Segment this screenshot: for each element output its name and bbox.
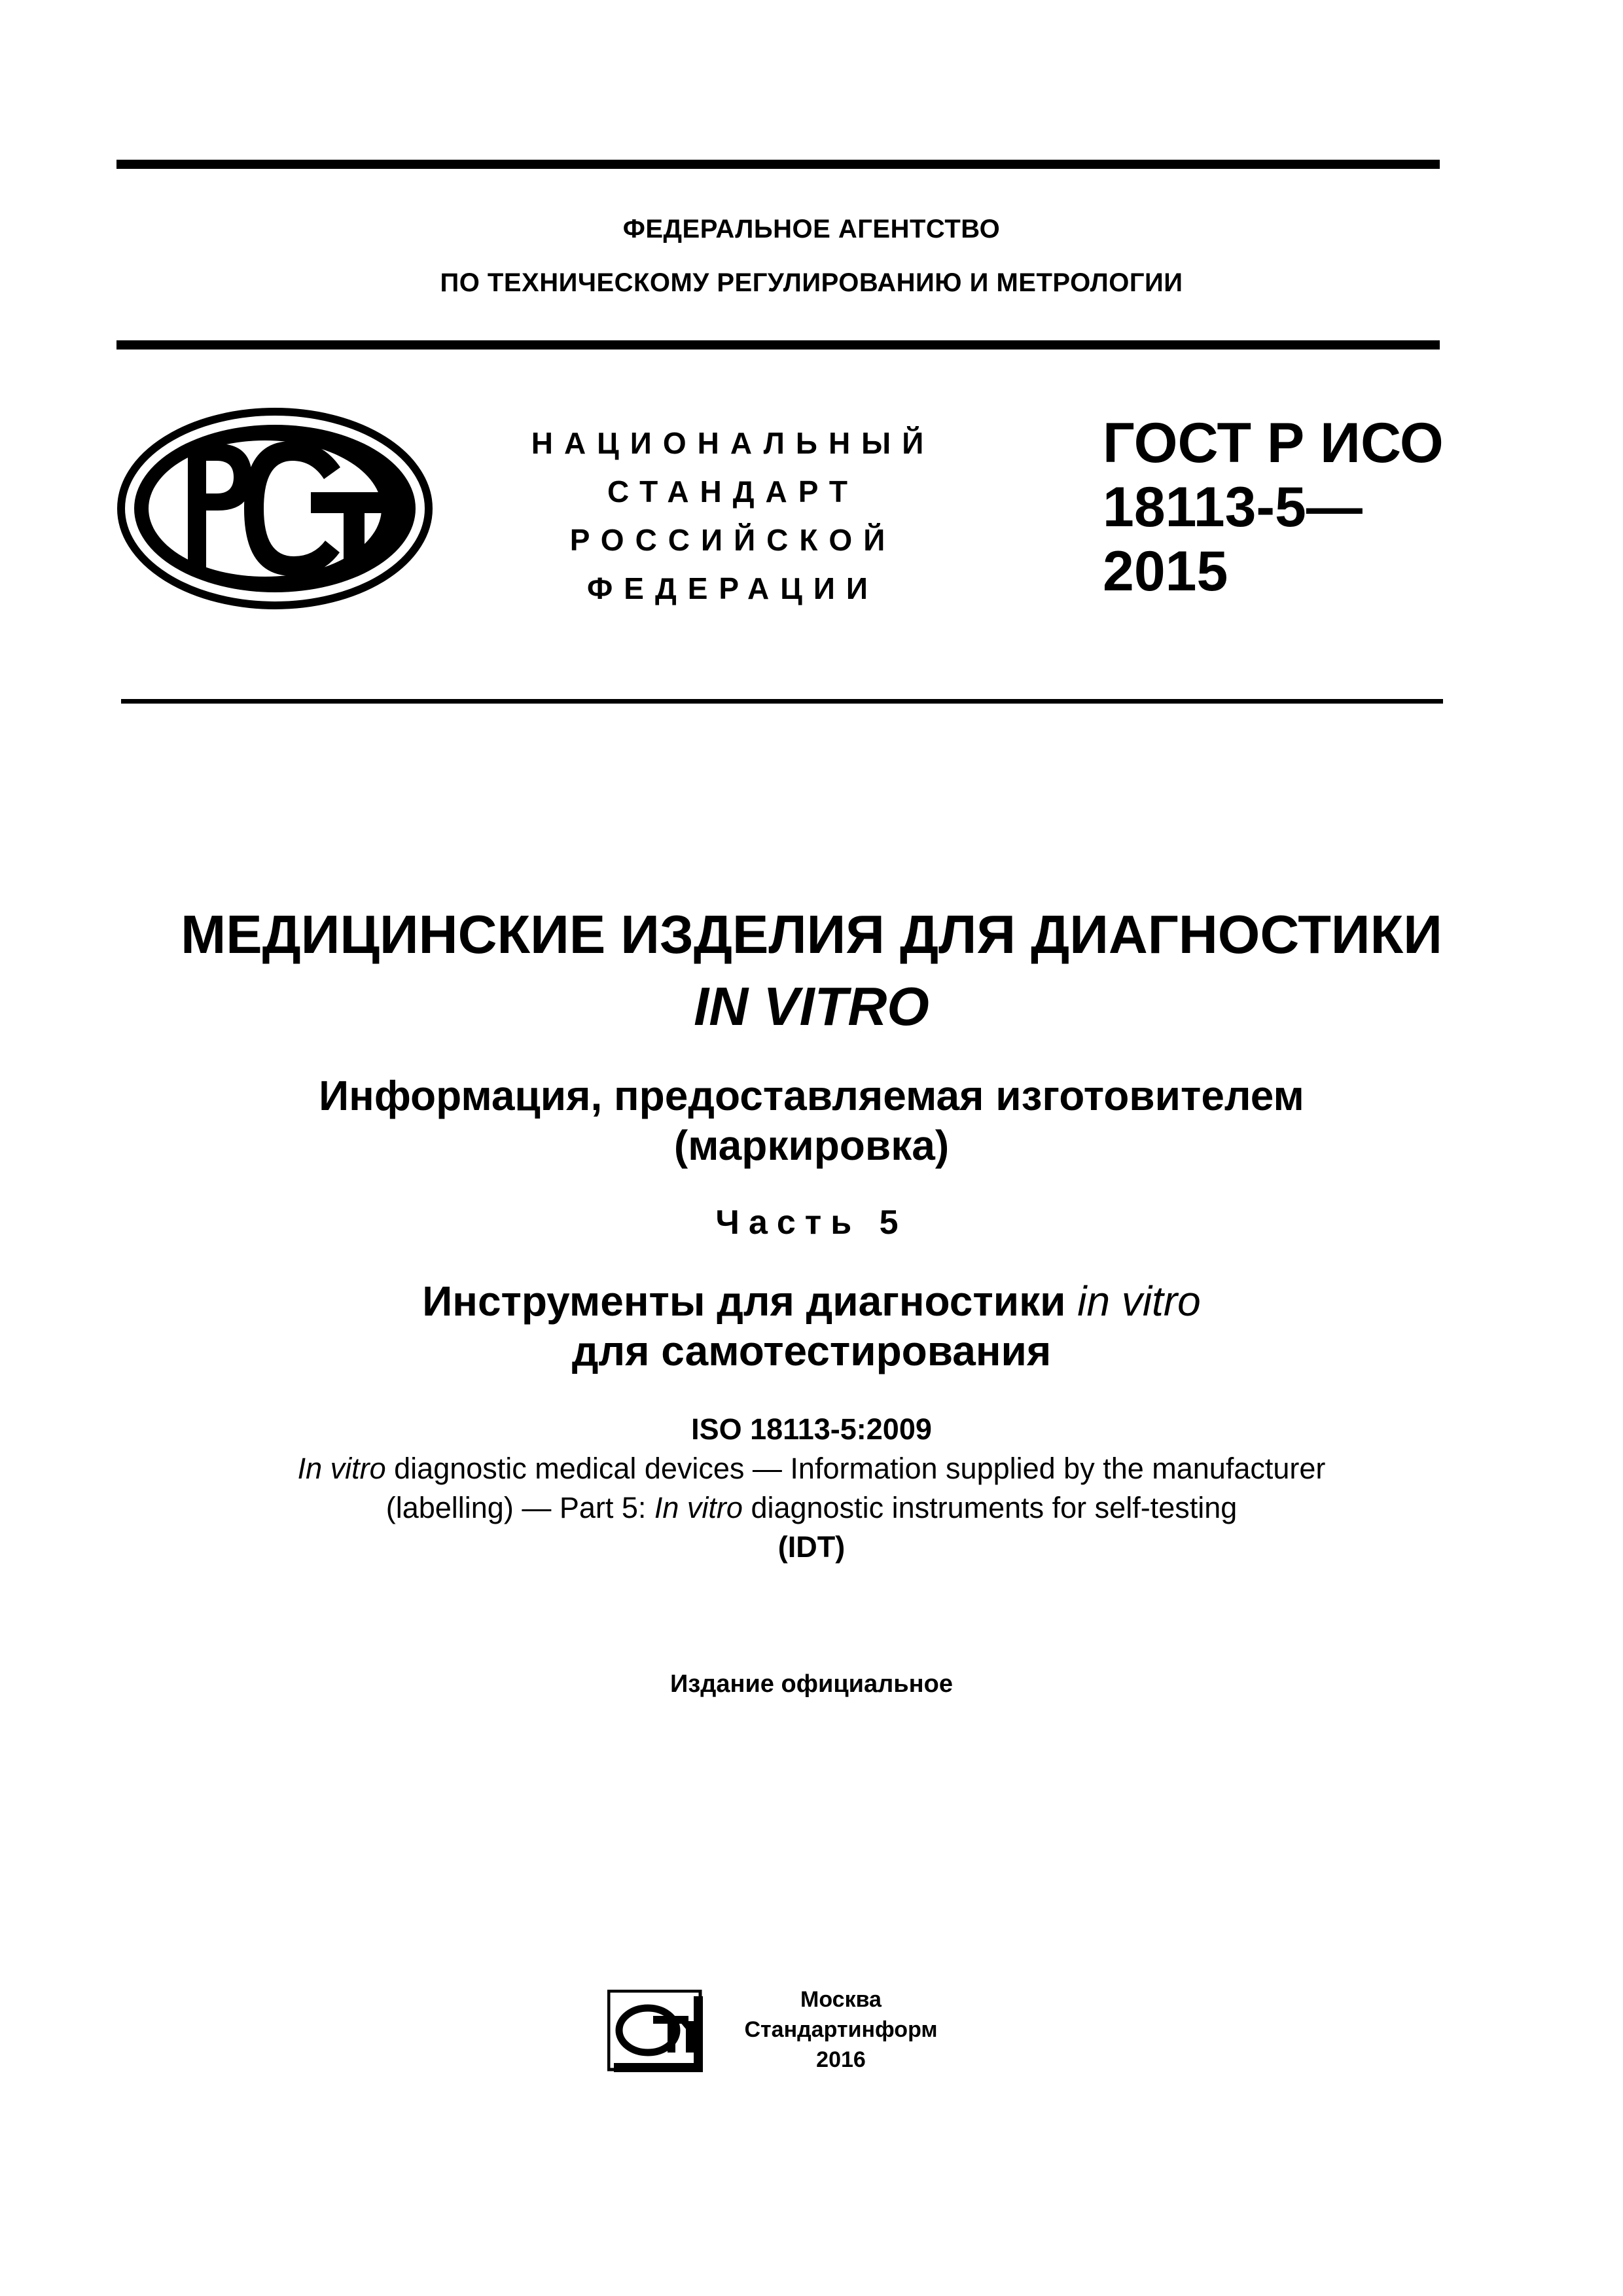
part-title-text: Инструменты для диагностики xyxy=(422,1278,1078,1325)
document-title-italic: IN VITRO xyxy=(694,976,929,1037)
designation-line3: 2015 xyxy=(1103,540,1228,603)
iso-title-line1 xyxy=(0,1449,1623,1488)
header-bottom-rule xyxy=(121,699,1443,704)
designation-line1: ГОСТ Р ИСО xyxy=(1103,412,1444,475)
part-title-line2: для самотестирования xyxy=(571,1327,1052,1374)
publisher-name: Стандартинформ xyxy=(744,2017,938,2042)
part-number: Часть 5 xyxy=(715,1204,908,1242)
agency-name-line1: ФЕДЕРАЛЬНОЕ АГЕНТСТВО xyxy=(622,215,1001,243)
subtitle-line1: Информация, предоставляемая изготовителем xyxy=(319,1072,1304,1119)
part-title-italic: in vitro xyxy=(1077,1278,1201,1325)
standard-designation xyxy=(1103,411,1508,603)
agency-rule xyxy=(116,340,1440,350)
iso-title-italic-1: In vitro xyxy=(297,1452,386,1485)
iso-title-text-1: diagnostic medical devices — Information supplied by the manufacturer xyxy=(385,1452,1326,1485)
part-title-line1 xyxy=(0,1276,1623,1326)
document-title: МЕДИЦИНСКИЕ ИЗДЕЛИЯ ДЛЯ ДИАГНОСТИКИ xyxy=(181,904,1442,965)
national-standard-line1: НАЦИОНАЛЬНЫЙ xyxy=(531,426,935,460)
national-standard-line4: ФЕДЕРАЦИИ xyxy=(587,571,879,605)
iso-title-text-3: diagnostic instruments for self-testing xyxy=(742,1491,1238,1524)
standartinform-logo xyxy=(607,1990,705,2076)
iso-title-line2 xyxy=(0,1488,1623,1528)
agency-name-line2: ПО ТЕХНИЧЕСКОМУ РЕГУЛИРОВАНИЮ И МЕТРОЛОГИИ xyxy=(440,268,1183,297)
iso-title-text-2: (labelling) — Part 5: xyxy=(385,1491,654,1524)
rst-emblem-logo xyxy=(115,407,435,610)
designation-line2: 18113-5— xyxy=(1103,476,1363,539)
publisher-year: 2016 xyxy=(816,2047,866,2072)
top-rule xyxy=(116,160,1440,169)
iso-code: ISO 18113-5:2009 xyxy=(691,1412,932,1446)
subtitle-line2: (маркировка) xyxy=(673,1122,950,1169)
national-standard-line2: СТАНДАРТ xyxy=(607,475,859,509)
iso-idt: (IDT) xyxy=(777,1530,846,1564)
publisher-city: Москва xyxy=(800,1987,882,2012)
national-standard-line3: РОССИЙСКОЙ xyxy=(569,523,897,557)
publisher-block xyxy=(717,1984,965,2075)
iso-title-italic-2: In vitro xyxy=(654,1491,743,1524)
edition-label: Издание официальное xyxy=(670,1670,953,1698)
